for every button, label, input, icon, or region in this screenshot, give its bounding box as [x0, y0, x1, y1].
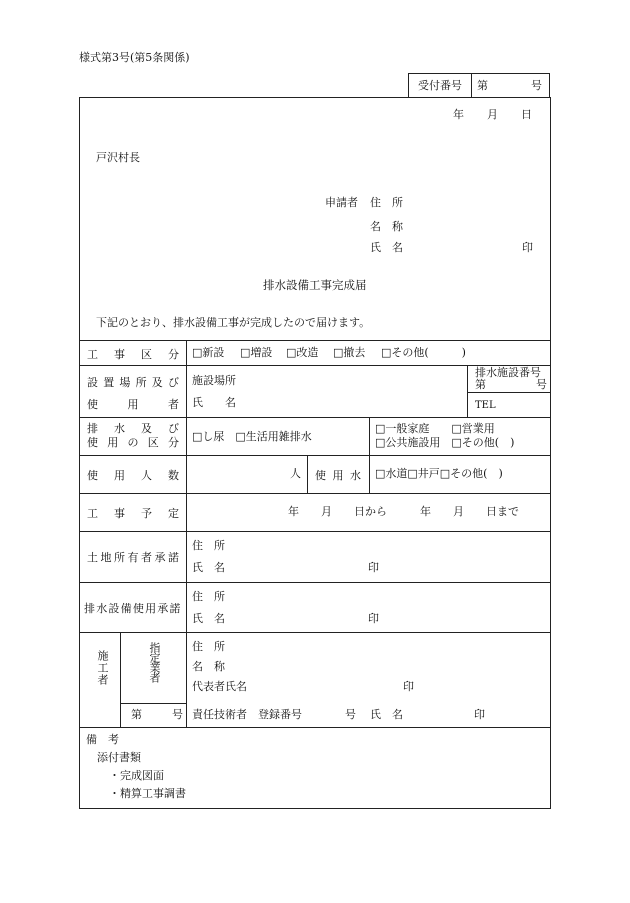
intro-text: 下記のとおり、排水設備工事が完成したので届けます。 — [96, 316, 371, 329]
row-divider — [79, 340, 551, 341]
work-type-option-other[interactable]: □その他( ) — [381, 346, 466, 359]
engineer-registration-go: 号 — [345, 708, 356, 721]
facility-use-address-label: 住 所 — [192, 590, 225, 603]
facility-no-divider — [467, 392, 551, 393]
date-day: 日 — [521, 108, 532, 121]
attachments-label: 添付書類 — [97, 751, 141, 764]
facility-use-name-label: 氏 名 — [192, 612, 225, 625]
work-type-option-new[interactable]: □新設 — [192, 346, 225, 359]
attachment-item: ・精算工事調書 — [109, 787, 186, 800]
water-source-label: 使 用 水 — [315, 469, 361, 482]
date-year: 年 — [453, 108, 464, 121]
usage-column-divider — [369, 417, 370, 455]
landowner-seal: 印 — [368, 561, 379, 574]
form-number: 様式第3号(第5条関係) — [79, 51, 190, 64]
row-divider — [79, 417, 551, 418]
facility-use-consent-label: 排水設備使用承諾 — [84, 602, 180, 615]
facility-use-seal: 印 — [368, 612, 379, 625]
applicant-label: 申請者 — [325, 196, 358, 209]
drain-usage-label-top: 排水及び — [87, 422, 179, 435]
row-divider — [79, 531, 551, 532]
applicant-person-label: 氏 名 — [370, 241, 403, 254]
work-type-option-expand[interactable]: □増設 — [240, 346, 273, 359]
contractor-dai: 第 — [131, 708, 142, 721]
applicant-address-label: 住 所 — [370, 196, 403, 209]
addressee: 戸沢村長 — [96, 151, 140, 164]
usage-type-options-row1[interactable]: □一般家庭 □営業用 — [375, 422, 495, 435]
usage-type-options-row2[interactable]: □公共施設用 □その他( ) — [375, 436, 515, 449]
drain-type-options[interactable]: □し尿 □生活用雑排水 — [192, 430, 312, 443]
receipt-go: 号 — [531, 79, 542, 92]
users-label: 使 用 人 数 — [87, 469, 179, 482]
row-divider — [79, 493, 551, 494]
water-column-divider — [369, 455, 370, 493]
receipt-number-box — [408, 73, 550, 97]
facility-number-go: 号 — [536, 378, 547, 391]
work-type-option-remove[interactable]: □撤去 — [333, 346, 366, 359]
work-type-option-modify[interactable]: □改造 — [286, 346, 319, 359]
water-source-options[interactable]: □水道□井戸□その他( ) — [375, 467, 503, 480]
form-title: 排水設備工事完成届 — [263, 278, 367, 292]
facility-number-label: 排水施設番号 — [475, 366, 541, 379]
location-label-bottom: 使 用 者 — [87, 398, 179, 411]
facility-place-label: 施設場所 — [192, 374, 236, 387]
engineer-seal: 印 — [474, 708, 485, 721]
schedule-text: 年 月 日から 年 月 日まで — [288, 505, 519, 518]
users-column-divider — [307, 455, 308, 493]
users-unit: 人 — [290, 467, 301, 480]
designated-contractor-label: 指定業者 — [148, 642, 161, 682]
location-label-top: 設置場所及び — [87, 376, 179, 389]
facility-number-dai: 第 — [475, 378, 486, 391]
attachment-item: ・完成図面 — [109, 769, 164, 782]
drain-usage-label-bottom: 使用の区分 — [87, 436, 179, 449]
designated-divider — [120, 703, 186, 704]
contractor-column-divider — [120, 632, 121, 727]
row-divider — [79, 582, 551, 583]
remarks-label: 備 考 — [86, 733, 119, 746]
tel-label: TEL — [475, 400, 496, 411]
row-divider — [79, 727, 551, 728]
contractor-representative-seal: 印 — [403, 680, 414, 693]
owner-name-label: 氏 名 — [192, 396, 236, 409]
landowner-name-label: 氏 名 — [192, 561, 225, 574]
date-month: 月 — [487, 108, 498, 121]
row-divider — [79, 632, 551, 633]
contractor-go: 号 — [172, 708, 183, 721]
receipt-label: 受付番号 — [409, 74, 472, 97]
work-type-label: 工 事 区 分 — [87, 348, 179, 361]
receipt-dai: 第 — [477, 79, 488, 92]
contractor-address-label: 住 所 — [192, 640, 225, 653]
engineer-registration-label: 責任技術者 登録番号 — [192, 708, 302, 721]
contractor-representative-label: 代表者氏名 — [192, 680, 247, 693]
row-divider — [79, 455, 551, 456]
landowner-address-label: 住 所 — [192, 539, 225, 552]
engineer-name-label: 氏 名 — [370, 708, 403, 721]
contractor-company-label: 名 称 — [192, 660, 225, 673]
label-column-divider — [186, 340, 187, 727]
landowner-consent-label: 土地所有者承諾 — [87, 551, 179, 564]
schedule-label: 工 事 予 定 — [87, 507, 179, 520]
facility-no-column-divider — [467, 365, 468, 417]
contractor-label: 施工者 — [96, 650, 109, 686]
applicant-seal: 印 — [522, 241, 533, 254]
applicant-name-label: 名 称 — [370, 220, 403, 233]
